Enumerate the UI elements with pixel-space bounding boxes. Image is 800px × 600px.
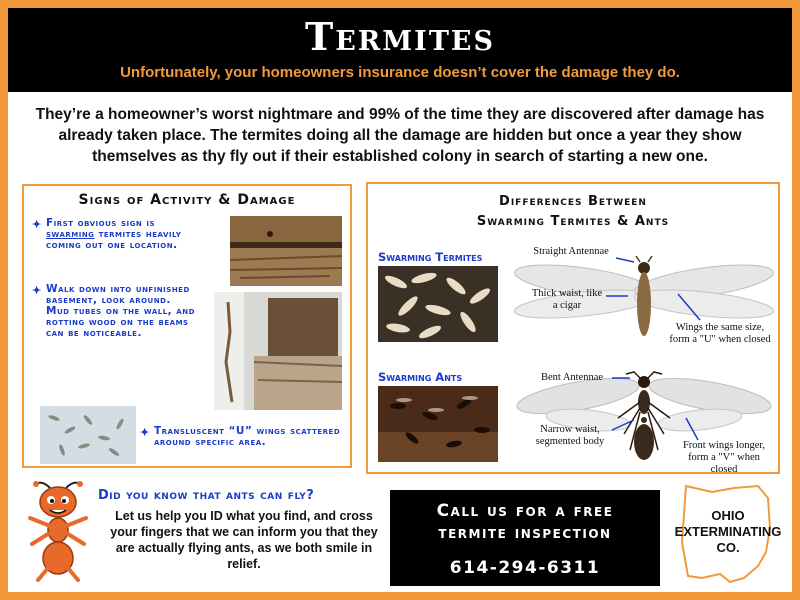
bullet-icon: ✦ xyxy=(140,427,150,439)
sign-item-1-emphasis: swarming xyxy=(46,228,95,240)
termites-label: Swarming Termites xyxy=(378,250,483,264)
signs-panel xyxy=(22,184,352,468)
page-title: Termites xyxy=(305,14,495,59)
logo-line-2: EXTERMINATING xyxy=(674,524,782,539)
differences-panel xyxy=(366,182,780,474)
signs-heading: Signs of Activity & Damage xyxy=(78,192,296,208)
bullet-icon: ✦ xyxy=(32,285,42,297)
ant-mascot xyxy=(20,478,96,582)
intro-paragraph: They’re a homeowner’s worst nightmare and 99% of the time they are discovered after damage has already taken place. The termites doing all the damage are hidden but once a year they show themselves as thy fly out if their established colony in search of starting a new one. xyxy=(35,106,765,165)
cta-line-2: termite inspection xyxy=(438,523,612,543)
ant-antennae-callout: Bent Antennae xyxy=(540,372,604,383)
differences-heading-line2: Swarming Termites & Ants xyxy=(476,214,670,229)
termite-wings-callout: Wings the same size, form a "U" when closed xyxy=(669,322,771,345)
banner-subtitle: Unfortunately, your homeowners insurance doesn’t cover the damage they do. xyxy=(120,64,680,81)
ants-label: Swarming Ants xyxy=(378,370,463,384)
sign-item-1-text-a: First obvious sign is xyxy=(46,217,156,229)
sign-item-2: Walk down into unfinished basement, look around. Mud tubes on the wall, and rotting wood on the beams can be noticeable. xyxy=(46,283,195,339)
company-logo xyxy=(672,482,784,588)
basement-mud-tubes-photo xyxy=(214,292,342,410)
termite-antennae-callout: Straight Antennae xyxy=(533,246,609,257)
ant-arrows xyxy=(368,184,782,476)
sign-item-3: Transluscent “U” wings scattered around specific area. xyxy=(154,425,341,448)
differences-heading-line1: Differences Between xyxy=(499,194,647,209)
sign-item-1-text-b: termites heavily coming out one location. xyxy=(46,228,182,251)
wood-damage-photo xyxy=(230,216,342,286)
wings-photo xyxy=(40,406,136,464)
call-to-action-box xyxy=(390,490,660,586)
did-you-know-body: Let us help you ID what you find, and cross your fingers that we can inform you that they are actually flying ants, as we both smile in relief. xyxy=(110,509,378,571)
sign-item-1 xyxy=(46,218,206,251)
termite-waist-callout: Thick waist, like a cigar xyxy=(531,288,603,311)
ant-waist-callout: Narrow waist, segmented body xyxy=(535,424,605,447)
did-you-know-heading: Did you know that ants can fly? xyxy=(98,488,315,503)
flyer xyxy=(8,8,792,592)
cta-line-1: Call us for a free xyxy=(436,501,614,521)
logo-line-1: OHIO xyxy=(711,508,745,523)
bullet-icon: ✦ xyxy=(32,219,42,231)
header-banner xyxy=(8,8,792,92)
ant-wings-callout: Front wings longer, form a "V" when closed xyxy=(682,440,766,475)
phone-number[interactable]: 614-294-6311 xyxy=(449,558,601,578)
logo-line-3: CO. xyxy=(716,540,740,555)
